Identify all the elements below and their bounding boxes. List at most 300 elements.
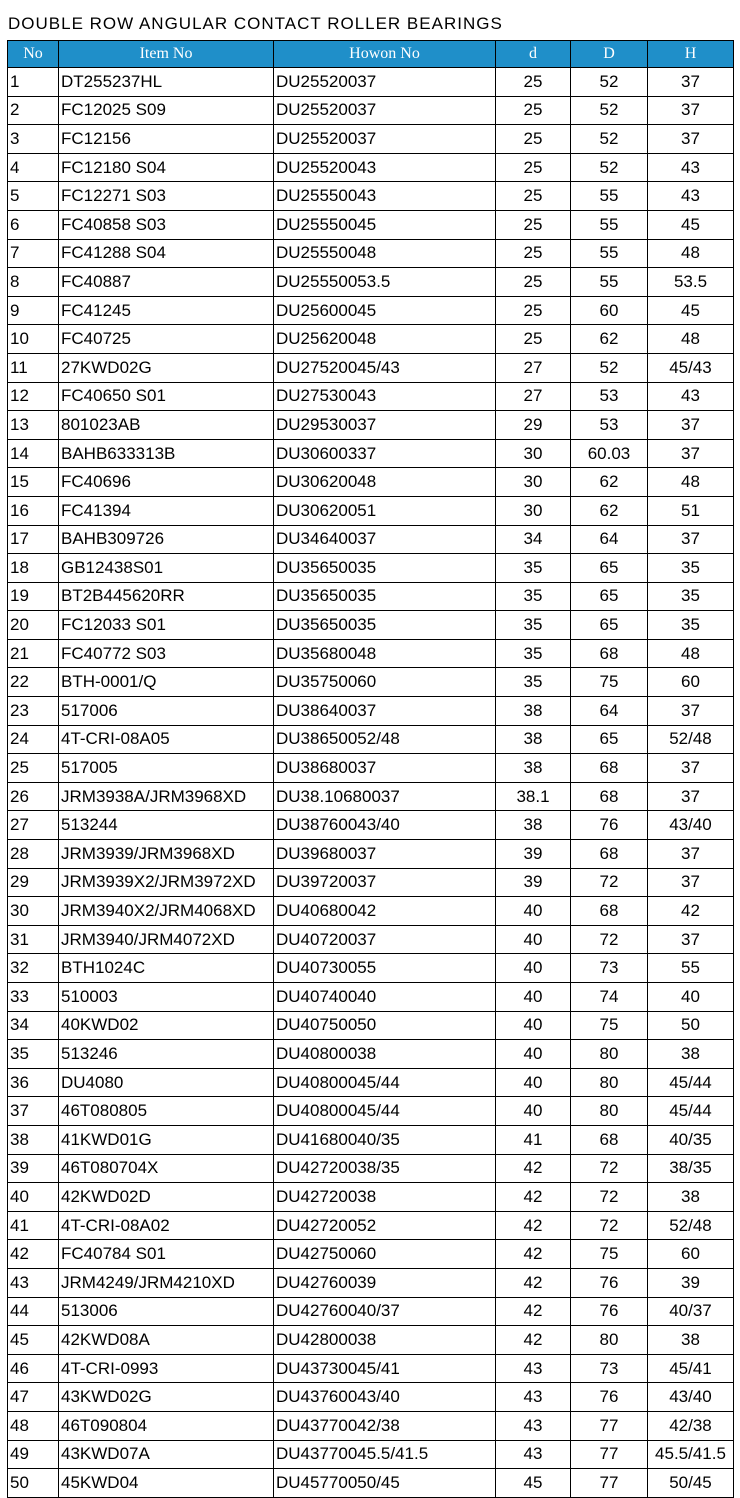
cell-no: 47	[8, 1383, 59, 1412]
table-row	[8, 1011, 734, 1040]
cell-howon-no: DU35680048	[274, 639, 496, 668]
cell-item-no: 45KWD04	[59, 1469, 274, 1498]
cell-howon-no: DU25550045	[274, 210, 496, 239]
cell-howon-no: DU40800045/44	[274, 1097, 496, 1126]
cell-d: 25	[496, 296, 571, 325]
cell-outer-d: 80	[571, 1097, 648, 1126]
cell-d: 38	[496, 725, 571, 754]
table-header	[8, 41, 734, 68]
cell-d: 43	[496, 1411, 571, 1440]
cell-outer-d: 76	[571, 1268, 648, 1297]
table-row	[8, 868, 734, 897]
cell-d: 40	[496, 954, 571, 983]
cell-no: 42	[8, 1240, 59, 1269]
cell-outer-d: 68	[571, 840, 648, 869]
cell-howon-no: DU25520037	[274, 125, 496, 154]
cell-h: 45/44	[648, 1068, 734, 1097]
cell-no: 11	[8, 353, 59, 382]
cell-no: 15	[8, 468, 59, 497]
cell-no: 37	[8, 1097, 59, 1126]
cell-no: 16	[8, 496, 59, 525]
cell-h: 48	[648, 325, 734, 354]
cell-h: 37	[648, 96, 734, 125]
cell-d: 27	[496, 382, 571, 411]
cell-no: 8	[8, 268, 59, 297]
cell-d: 45	[496, 1469, 571, 1498]
cell-howon-no: DU38760043/40	[274, 811, 496, 840]
cell-howon-no: DU38.10680037	[274, 782, 496, 811]
cell-h: 43	[648, 382, 734, 411]
cell-h: 37	[648, 439, 734, 468]
column-header-h: H	[648, 41, 734, 68]
column-header-no: No	[8, 41, 59, 68]
cell-item-no: JRM3940X2/JRM4068XD	[59, 897, 274, 926]
cell-howon-no: DU40720037	[274, 925, 496, 954]
table-row	[8, 582, 734, 611]
cell-d: 35	[496, 639, 571, 668]
cell-h: 43	[648, 153, 734, 182]
cell-no: 25	[8, 754, 59, 783]
cell-outer-d: 68	[571, 897, 648, 926]
table-row	[8, 353, 734, 382]
cell-no: 29	[8, 868, 59, 897]
cell-item-no: BTH1024C	[59, 954, 274, 983]
cell-d: 38.1	[496, 782, 571, 811]
cell-no: 12	[8, 382, 59, 411]
cell-item-no: BAHB633313B	[59, 439, 274, 468]
cell-item-no: FC12156	[59, 125, 274, 154]
cell-h: 39	[648, 1268, 734, 1297]
cell-item-no: FC12180 S04	[59, 153, 274, 182]
cell-item-no: FC41245	[59, 296, 274, 325]
table-row	[8, 182, 734, 211]
cell-no: 27	[8, 811, 59, 840]
cell-d: 42	[496, 1268, 571, 1297]
cell-howon-no: DU45770050/45	[274, 1469, 496, 1498]
cell-item-no: FC12033 S01	[59, 611, 274, 640]
cell-outer-d: 77	[571, 1440, 648, 1469]
cell-item-no: 46T080704X	[59, 1154, 274, 1183]
cell-howon-no: DU42720038	[274, 1183, 496, 1212]
cell-d: 40	[496, 897, 571, 926]
cell-howon-no: DU27520045/43	[274, 353, 496, 382]
cell-item-no: 513246	[59, 1040, 274, 1069]
table-row	[8, 468, 734, 497]
table-row	[8, 782, 734, 811]
cell-item-no: 517006	[59, 697, 274, 726]
cell-outer-d: 72	[571, 1211, 648, 1240]
cell-no: 33	[8, 983, 59, 1012]
cell-item-no: DU4080	[59, 1068, 274, 1097]
cell-howon-no: DU40740040	[274, 983, 496, 1012]
cell-no: 6	[8, 210, 59, 239]
cell-d: 42	[496, 1326, 571, 1355]
table-row	[8, 68, 734, 97]
table-row	[8, 1154, 734, 1183]
cell-no: 7	[8, 239, 59, 268]
cell-howon-no: DU42750060	[274, 1240, 496, 1269]
cell-howon-no: DU30600337	[274, 439, 496, 468]
table-row	[8, 897, 734, 926]
cell-h: 37	[648, 68, 734, 97]
table-row	[8, 925, 734, 954]
cell-outer-d: 80	[571, 1068, 648, 1097]
cell-h: 55	[648, 954, 734, 983]
cell-d: 30	[496, 496, 571, 525]
cell-no: 19	[8, 582, 59, 611]
table-row	[8, 1040, 734, 1069]
cell-h: 35	[648, 582, 734, 611]
cell-outer-d: 60.03	[571, 439, 648, 468]
table-row	[8, 1183, 734, 1212]
cell-outer-d: 64	[571, 525, 648, 554]
table-row	[8, 125, 734, 154]
table-row	[8, 439, 734, 468]
cell-d: 35	[496, 611, 571, 640]
cell-item-no: FC40650 S01	[59, 382, 274, 411]
table-row	[8, 668, 734, 697]
cell-howon-no: DU40680042	[274, 897, 496, 926]
cell-no: 9	[8, 296, 59, 325]
cell-h: 45/41	[648, 1354, 734, 1383]
column-header-d: d	[496, 41, 571, 68]
cell-h: 51	[648, 496, 734, 525]
table-row	[8, 639, 734, 668]
cell-no: 43	[8, 1268, 59, 1297]
cell-howon-no: DU39680037	[274, 840, 496, 869]
cell-outer-d: 72	[571, 925, 648, 954]
cell-d: 25	[496, 153, 571, 182]
cell-no: 17	[8, 525, 59, 554]
cell-outer-d: 75	[571, 668, 648, 697]
table-row	[8, 1297, 734, 1326]
cell-no: 5	[8, 182, 59, 211]
cell-d: 38	[496, 811, 571, 840]
cell-no: 48	[8, 1411, 59, 1440]
cell-h: 42	[648, 897, 734, 926]
cell-howon-no: DU30620048	[274, 468, 496, 497]
cell-item-no: 46T090804	[59, 1411, 274, 1440]
cell-howon-no: DU43760043/40	[274, 1383, 496, 1412]
cell-no: 34	[8, 1011, 59, 1040]
cell-d: 29	[496, 411, 571, 440]
cell-d: 35	[496, 554, 571, 583]
table-row	[8, 1383, 734, 1412]
cell-h: 60	[648, 668, 734, 697]
cell-no: 21	[8, 639, 59, 668]
table-row	[8, 840, 734, 869]
cell-outer-d: 64	[571, 697, 648, 726]
cell-h: 37	[648, 754, 734, 783]
cell-h: 45/44	[648, 1097, 734, 1126]
cell-howon-no: DU34640037	[274, 525, 496, 554]
table-row	[8, 210, 734, 239]
cell-no: 36	[8, 1068, 59, 1097]
cell-howon-no: DU29530037	[274, 411, 496, 440]
cell-no: 49	[8, 1440, 59, 1469]
cell-outer-d: 60	[571, 296, 648, 325]
table-row	[8, 382, 734, 411]
cell-h: 48	[648, 639, 734, 668]
cell-item-no: 42KWD08A	[59, 1326, 274, 1355]
cell-item-no: JRM3938A/JRM3968XD	[59, 782, 274, 811]
table-row	[8, 296, 734, 325]
table-row	[8, 1240, 734, 1269]
cell-item-no: 4T-CRI-08A05	[59, 725, 274, 754]
cell-no: 35	[8, 1040, 59, 1069]
cell-item-no: FC40858 S03	[59, 210, 274, 239]
table-row	[8, 1326, 734, 1355]
cell-item-no: 801023AB	[59, 411, 274, 440]
cell-outer-d: 68	[571, 1125, 648, 1154]
cell-howon-no: DU40750050	[274, 1011, 496, 1040]
cell-howon-no: DU27530043	[274, 382, 496, 411]
cell-item-no: JRM3940/JRM4072XD	[59, 925, 274, 954]
cell-h: 60	[648, 1240, 734, 1269]
cell-outer-d: 55	[571, 210, 648, 239]
table-row	[8, 496, 734, 525]
cell-no: 50	[8, 1469, 59, 1498]
cell-item-no: FC40784 S01	[59, 1240, 274, 1269]
cell-howon-no: DU42800038	[274, 1326, 496, 1355]
cell-d: 40	[496, 1068, 571, 1097]
cell-d: 42	[496, 1240, 571, 1269]
cell-outer-d: 53	[571, 411, 648, 440]
cell-outer-d: 68	[571, 782, 648, 811]
cell-h: 38	[648, 1040, 734, 1069]
cell-item-no: FC41394	[59, 496, 274, 525]
cell-howon-no: DU35650035	[274, 554, 496, 583]
cell-no: 10	[8, 325, 59, 354]
cell-d: 40	[496, 1011, 571, 1040]
cell-howon-no: DU25550053.5	[274, 268, 496, 297]
cell-h: 37	[648, 525, 734, 554]
cell-outer-d: 62	[571, 496, 648, 525]
cell-howon-no: DU25520043	[274, 153, 496, 182]
table-row	[8, 1354, 734, 1383]
cell-howon-no: DU25620048	[274, 325, 496, 354]
cell-item-no: 510003	[59, 983, 274, 1012]
cell-d: 43	[496, 1354, 571, 1383]
cell-d: 39	[496, 840, 571, 869]
cell-howon-no: DU43770042/38	[274, 1411, 496, 1440]
cell-h: 37	[648, 925, 734, 954]
cell-item-no: 4T-CRI-08A02	[59, 1211, 274, 1240]
cell-howon-no: DU25600045	[274, 296, 496, 325]
table-row	[8, 954, 734, 983]
cell-d: 25	[496, 96, 571, 125]
cell-outer-d: 53	[571, 382, 648, 411]
cell-d: 40	[496, 983, 571, 1012]
cell-item-no: 42KWD02D	[59, 1183, 274, 1212]
table-row	[8, 811, 734, 840]
cell-h: 35	[648, 554, 734, 583]
cell-d: 30	[496, 468, 571, 497]
cell-h: 38	[648, 1183, 734, 1212]
column-header-outer-d: D	[571, 41, 648, 68]
cell-item-no: JRM4249/JRM4210XD	[59, 1268, 274, 1297]
cell-h: 37	[648, 782, 734, 811]
cell-d: 41	[496, 1125, 571, 1154]
cell-outer-d: 68	[571, 639, 648, 668]
cell-h: 52/48	[648, 1211, 734, 1240]
cell-item-no: 43KWD02G	[59, 1383, 274, 1412]
cell-no: 44	[8, 1297, 59, 1326]
cell-d: 42	[496, 1211, 571, 1240]
cell-d: 25	[496, 125, 571, 154]
cell-outer-d: 72	[571, 868, 648, 897]
column-header-howon-no: Howon No	[274, 41, 496, 68]
table-row	[8, 96, 734, 125]
cell-howon-no: DU39720037	[274, 868, 496, 897]
cell-howon-no: DU25520037	[274, 68, 496, 97]
cell-howon-no: DU38640037	[274, 697, 496, 726]
cell-h: 48	[648, 239, 734, 268]
cell-d: 40	[496, 1040, 571, 1069]
cell-outer-d: 62	[571, 325, 648, 354]
cell-d: 25	[496, 182, 571, 211]
cell-howon-no: DU30620051	[274, 496, 496, 525]
cell-no: 13	[8, 411, 59, 440]
table-row	[8, 1411, 734, 1440]
cell-item-no: FC12025 S09	[59, 96, 274, 125]
cell-outer-d: 77	[571, 1469, 648, 1498]
cell-h: 45	[648, 210, 734, 239]
cell-no: 20	[8, 611, 59, 640]
cell-item-no: BT2B445620RR	[59, 582, 274, 611]
cell-d: 42	[496, 1297, 571, 1326]
cell-d: 27	[496, 353, 571, 382]
cell-no: 14	[8, 439, 59, 468]
table-row	[8, 153, 734, 182]
cell-outer-d: 73	[571, 954, 648, 983]
cell-d: 25	[496, 268, 571, 297]
cell-item-no: GB12438S01	[59, 554, 274, 583]
cell-outer-d: 65	[571, 725, 648, 754]
cell-h: 37	[648, 697, 734, 726]
cell-no: 22	[8, 668, 59, 697]
cell-outer-d: 72	[571, 1183, 648, 1212]
cell-outer-d: 76	[571, 1297, 648, 1326]
cell-h: 37	[648, 868, 734, 897]
table-row	[8, 1125, 734, 1154]
cell-h: 37	[648, 411, 734, 440]
table-row	[8, 525, 734, 554]
cell-outer-d: 55	[571, 268, 648, 297]
cell-outer-d: 65	[571, 611, 648, 640]
cell-item-no: JRM3939/JRM3968XD	[59, 840, 274, 869]
table-row	[8, 697, 734, 726]
cell-item-no: BAHB309726	[59, 525, 274, 554]
cell-howon-no: DU40730055	[274, 954, 496, 983]
cell-h: 38	[648, 1326, 734, 1355]
table-row	[8, 1211, 734, 1240]
cell-item-no: DT255237HL	[59, 68, 274, 97]
table-row	[8, 1469, 734, 1498]
cell-h: 45.5/41.5	[648, 1440, 734, 1469]
cell-howon-no: DU43730045/41	[274, 1354, 496, 1383]
table-row	[8, 611, 734, 640]
table-row	[8, 325, 734, 354]
cell-no: 31	[8, 925, 59, 954]
cell-no: 39	[8, 1154, 59, 1183]
cell-h: 53.5	[648, 268, 734, 297]
cell-outer-d: 52	[571, 125, 648, 154]
cell-d: 40	[496, 1097, 571, 1126]
cell-howon-no: DU42720038/35	[274, 1154, 496, 1183]
cell-outer-d: 52	[571, 96, 648, 125]
cell-no: 24	[8, 725, 59, 754]
cell-d: 25	[496, 325, 571, 354]
cell-no: 40	[8, 1183, 59, 1212]
cell-howon-no: DU25520037	[274, 96, 496, 125]
table-row	[8, 1268, 734, 1297]
cell-d: 35	[496, 582, 571, 611]
cell-outer-d: 76	[571, 1383, 648, 1412]
cell-h: 37	[648, 125, 734, 154]
table-row	[8, 1440, 734, 1469]
cell-h: 40/37	[648, 1297, 734, 1326]
cell-no: 30	[8, 897, 59, 926]
cell-h: 43	[648, 182, 734, 211]
cell-no: 28	[8, 840, 59, 869]
cell-item-no: FC40772 S03	[59, 639, 274, 668]
cell-h: 37	[648, 840, 734, 869]
cell-item-no: 4T-CRI-0993	[59, 1354, 274, 1383]
cell-outer-d: 77	[571, 1411, 648, 1440]
cell-no: 38	[8, 1125, 59, 1154]
cell-no: 2	[8, 96, 59, 125]
cell-outer-d: 68	[571, 754, 648, 783]
cell-howon-no: DU41680040/35	[274, 1125, 496, 1154]
cell-no: 4	[8, 153, 59, 182]
cell-h: 45/43	[648, 353, 734, 382]
cell-outer-d: 65	[571, 554, 648, 583]
cell-d: 25	[496, 68, 571, 97]
cell-d: 43	[496, 1383, 571, 1412]
cell-item-no: 517005	[59, 754, 274, 783]
cell-d: 34	[496, 525, 571, 554]
cell-howon-no: DU40800045/44	[274, 1068, 496, 1097]
table-row	[8, 754, 734, 783]
cell-d: 25	[496, 210, 571, 239]
cell-item-no: 40KWD02	[59, 1011, 274, 1040]
cell-outer-d: 52	[571, 153, 648, 182]
cell-no: 26	[8, 782, 59, 811]
cell-howon-no: DU43770045.5/41.5	[274, 1440, 496, 1469]
cell-no: 32	[8, 954, 59, 983]
page-title: DOUBLE ROW ANGULAR CONTACT ROLLER BEARINGS	[8, 14, 503, 33]
table-row	[8, 1097, 734, 1126]
table-row	[8, 268, 734, 297]
cell-howon-no: DU35650035	[274, 582, 496, 611]
cell-item-no: 41KWD01G	[59, 1125, 274, 1154]
cell-h: 38/35	[648, 1154, 734, 1183]
cell-item-no: FC40725	[59, 325, 274, 354]
table-body	[8, 68, 734, 1498]
cell-item-no: BTH-0001/Q	[59, 668, 274, 697]
cell-h: 43/40	[648, 811, 734, 840]
cell-item-no: 513244	[59, 811, 274, 840]
cell-outer-d: 55	[571, 182, 648, 211]
cell-h: 50/45	[648, 1469, 734, 1498]
cell-outer-d: 55	[571, 239, 648, 268]
cell-d: 42	[496, 1183, 571, 1212]
cell-outer-d: 62	[571, 468, 648, 497]
cell-outer-d: 80	[571, 1326, 648, 1355]
cell-outer-d: 74	[571, 983, 648, 1012]
cell-d: 38	[496, 697, 571, 726]
